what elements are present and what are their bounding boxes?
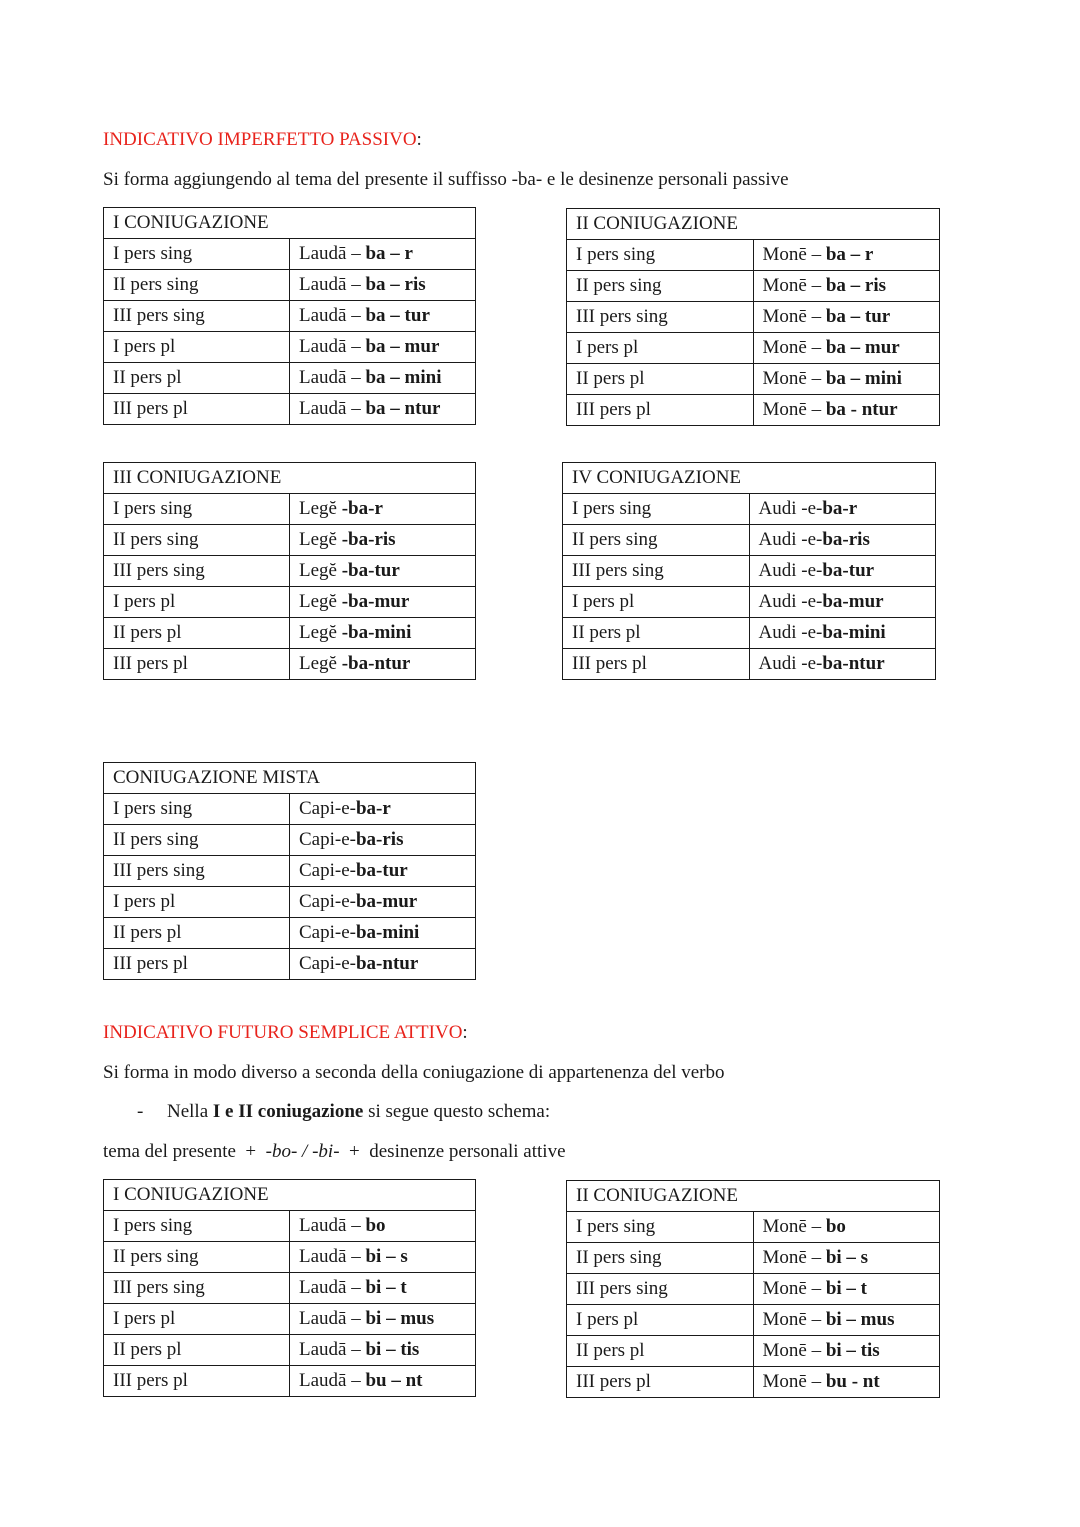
- verb-stem: Laudā –: [299, 1308, 366, 1329]
- verb-form-cell: [290, 525, 476, 556]
- person-cell: III pers sing: [104, 301, 290, 332]
- person-cell: I pers pl: [104, 332, 290, 363]
- verb-ending: ba – ris: [825, 275, 887, 296]
- verb-stem: Legĕ: [299, 560, 342, 581]
- verb-ending: ba – mini: [825, 368, 902, 389]
- verb-stem: Legĕ: [299, 498, 342, 519]
- verb-ending: ba-mini: [355, 922, 420, 943]
- schema-part-c: + desinenze personali attive: [339, 1141, 566, 1162]
- verb-stem: Monē –: [762, 1216, 826, 1237]
- verb-stem: Monē –: [762, 306, 826, 327]
- verb-form-cell: [749, 618, 936, 649]
- conjugation-table-futuro-2: [566, 1180, 940, 1398]
- verb-stem: Monē –: [762, 1278, 826, 1299]
- person-cell: II pers pl: [563, 618, 750, 649]
- section-title-text: INDICATIVO FUTURO SEMPLICE ATTIVO: [103, 1022, 463, 1043]
- person-cell: III pers pl: [563, 649, 750, 680]
- person-cell: III pers sing: [104, 856, 290, 887]
- verb-ending: ba-ntur: [822, 653, 885, 674]
- verb-form-cell: [753, 333, 940, 364]
- table-row: [104, 332, 476, 363]
- bullet-dash: -: [137, 1101, 144, 1122]
- verb-ending: ba-tur: [822, 560, 875, 581]
- person-cell: I pers sing: [567, 1212, 754, 1243]
- verb-form-cell: [290, 949, 476, 980]
- verb-ending: ba-ntur: [355, 953, 419, 974]
- verb-ending: -ba-mini: [341, 622, 412, 643]
- verb-ending: ba-ris: [822, 529, 870, 550]
- verb-form-cell: [753, 395, 940, 426]
- table-row: [563, 556, 936, 587]
- table-row: [104, 363, 476, 394]
- verb-ending: ba-mur: [822, 591, 884, 612]
- conjugation-table-imperfetto-1: [103, 207, 476, 425]
- verb-form-cell: [753, 240, 940, 271]
- table-row: [104, 949, 476, 980]
- table-row: [104, 1242, 476, 1273]
- table-row: [104, 1211, 476, 1242]
- verb-ending: bi – mus: [825, 1309, 895, 1330]
- verb-stem: Capi-e-: [299, 953, 356, 974]
- table-row: [104, 649, 476, 680]
- verb-form-cell: [290, 1335, 476, 1366]
- verb-ending: bi – tis: [825, 1340, 880, 1361]
- verb-form-cell: [290, 270, 476, 301]
- section-title-imperfetto: [103, 128, 422, 152]
- verb-stem: Laudā –: [299, 274, 366, 295]
- verb-ending: -ba-tur: [341, 560, 400, 581]
- person-cell: II pers pl: [104, 363, 290, 394]
- verb-stem: Legĕ: [299, 622, 342, 643]
- table-header: CONIUGAZIONE MISTA: [104, 763, 476, 794]
- table-row: [563, 649, 936, 680]
- verb-stem: Monē –: [762, 1309, 826, 1330]
- table-row: [563, 587, 936, 618]
- table-row: [104, 494, 476, 525]
- table-row: [563, 494, 936, 525]
- table-header-row: [567, 209, 940, 240]
- table-row: [563, 525, 936, 556]
- table-row: [104, 887, 476, 918]
- verb-form-cell: [290, 1211, 476, 1242]
- person-cell: II pers pl: [104, 1335, 290, 1366]
- person-cell: II pers sing: [104, 525, 290, 556]
- person-cell: I pers pl: [567, 1305, 754, 1336]
- person-cell: II pers pl: [104, 618, 290, 649]
- table-row: [567, 302, 940, 333]
- table-row: [567, 240, 940, 271]
- verb-stem: Capi-e-: [299, 860, 356, 881]
- bullet-item: [137, 1100, 550, 1124]
- table-row: [104, 918, 476, 949]
- table-header-row: [104, 208, 476, 239]
- verb-ending: bi – mus: [365, 1308, 435, 1329]
- verb-stem: Laudā –: [299, 1277, 366, 1298]
- person-cell: II pers sing: [104, 270, 290, 301]
- verb-form-cell: [290, 618, 476, 649]
- verb-ending: -ba-ris: [341, 529, 396, 550]
- table-row: [104, 1366, 476, 1397]
- person-cell: II pers sing: [567, 271, 754, 302]
- table-row: [104, 301, 476, 332]
- verb-form-cell: [290, 301, 476, 332]
- verb-form-cell: [753, 1212, 940, 1243]
- table-row: [567, 1212, 940, 1243]
- verb-stem: Laudā –: [299, 305, 366, 326]
- verb-stem: Audi -e-: [758, 529, 823, 550]
- verb-ending: ba-r: [822, 498, 858, 519]
- verb-ending: ba-mur: [355, 891, 418, 912]
- verb-stem: Audi -e-: [758, 622, 823, 643]
- person-cell: II pers pl: [567, 364, 754, 395]
- schema-part-a: tema del presente +: [103, 1141, 266, 1162]
- person-cell: I pers sing: [104, 239, 290, 270]
- table-row: [104, 394, 476, 425]
- verb-ending: ba – tur: [365, 305, 430, 326]
- person-cell: III pers pl: [567, 395, 754, 426]
- verb-form-cell: [290, 239, 476, 270]
- person-cell: I pers pl: [104, 1304, 290, 1335]
- table-row: [567, 333, 940, 364]
- table-row: [567, 395, 940, 426]
- verb-stem: Capi-e-: [299, 798, 356, 819]
- verb-stem: Audi -e-: [758, 591, 823, 612]
- table-row: [104, 794, 476, 825]
- table-row: [104, 525, 476, 556]
- table-row: [563, 618, 936, 649]
- verb-stem: Legĕ: [299, 653, 342, 674]
- verb-ending: ba – ris: [365, 274, 426, 295]
- verb-ending: bi – s: [825, 1247, 869, 1268]
- conjugation-table-imperfetto-4: [562, 462, 936, 680]
- verb-stem: Legĕ: [299, 529, 342, 550]
- table-row: [104, 587, 476, 618]
- verb-form-cell: [290, 856, 476, 887]
- person-cell: III pers sing: [104, 556, 290, 587]
- verb-ending: bu - nt: [825, 1371, 880, 1392]
- verb-form-cell: [290, 794, 476, 825]
- verb-ending: ba – mur: [825, 337, 900, 358]
- table-row: [104, 270, 476, 301]
- table-row: [104, 556, 476, 587]
- table-row: [567, 364, 940, 395]
- table-header: III CONIUGAZIONE: [104, 463, 476, 494]
- verb-form-cell: [753, 1243, 940, 1274]
- verb-form-cell: [753, 364, 940, 395]
- verb-stem: Monē –: [762, 1247, 826, 1268]
- verb-stem: Monē –: [762, 337, 826, 358]
- verb-form-cell: [753, 271, 940, 302]
- verb-ending: ba - ntur: [825, 399, 898, 420]
- verb-form-cell: [290, 1304, 476, 1335]
- verb-stem: Laudā –: [299, 243, 366, 264]
- table-row: [567, 271, 940, 302]
- verb-ending: ba-ris: [355, 829, 404, 850]
- table-header-row: [104, 463, 476, 494]
- verb-form-cell: [290, 556, 476, 587]
- schema-part-b: -bo- / -bi-: [265, 1141, 340, 1162]
- verb-stem: Laudā –: [299, 1215, 366, 1236]
- person-cell: II pers sing: [104, 1242, 290, 1273]
- table-row: [104, 825, 476, 856]
- section-description-futuro: Si forma in modo diverso a seconda della coniugazione di appartenenza del verbo: [103, 1062, 725, 1083]
- table-row: [567, 1243, 940, 1274]
- person-cell: III pers pl: [104, 394, 290, 425]
- verb-stem: Laudā –: [299, 1339, 366, 1360]
- person-cell: I pers pl: [563, 587, 750, 618]
- verb-stem: Capi-e-: [299, 829, 356, 850]
- person-cell: III pers pl: [104, 649, 290, 680]
- verb-stem: Laudā –: [299, 1246, 366, 1267]
- table-header: II CONIUGAZIONE: [567, 1181, 940, 1212]
- verb-stem: Monē –: [762, 1340, 826, 1361]
- conjugation-table-imperfetto-2: [566, 208, 940, 426]
- verb-form-cell: [749, 587, 936, 618]
- verb-ending: bo: [365, 1215, 386, 1236]
- verb-ending: bi – s: [365, 1246, 408, 1267]
- verb-form-cell: [753, 1367, 940, 1398]
- verb-stem: Laudā –: [299, 367, 366, 388]
- table-row: [104, 239, 476, 270]
- table-header-row: [104, 763, 476, 794]
- schema-line: [103, 1140, 566, 1164]
- person-cell: I pers sing: [104, 1211, 290, 1242]
- section-title-futuro: [103, 1021, 468, 1045]
- verb-ending: ba – mur: [365, 336, 440, 357]
- person-cell: III pers pl: [567, 1367, 754, 1398]
- table-header-row: [563, 463, 936, 494]
- verb-ending: -ba-ntur: [341, 653, 411, 674]
- person-cell: II pers pl: [104, 918, 290, 949]
- person-cell: I pers sing: [104, 494, 290, 525]
- verb-form-cell: [290, 825, 476, 856]
- verb-ending: -ba-mur: [341, 591, 410, 612]
- verb-stem: Laudā –: [299, 1370, 366, 1391]
- verb-ending: bi – t: [825, 1278, 868, 1299]
- verb-form-cell: [749, 525, 936, 556]
- person-cell: I pers pl: [567, 333, 754, 364]
- verb-form-cell: [290, 1366, 476, 1397]
- table-row: [104, 1304, 476, 1335]
- verb-stem: Laudā –: [299, 336, 366, 357]
- verb-form-cell: [753, 1274, 940, 1305]
- verb-form-cell: [290, 1242, 476, 1273]
- verb-form-cell: [749, 494, 936, 525]
- verb-stem: Monē –: [762, 275, 826, 296]
- verb-ending: ba – tur: [825, 306, 891, 327]
- person-cell: I pers pl: [104, 587, 290, 618]
- verb-form-cell: [290, 1273, 476, 1304]
- title-colon: :: [416, 129, 422, 150]
- verb-form-cell: [753, 1336, 940, 1367]
- conjugation-table-futuro-1: [103, 1179, 476, 1397]
- table-row: [567, 1274, 940, 1305]
- person-cell: III pers sing: [104, 1273, 290, 1304]
- person-cell: III pers sing: [567, 1274, 754, 1305]
- table-row: [104, 856, 476, 887]
- table-row: [567, 1305, 940, 1336]
- verb-form-cell: [749, 649, 936, 680]
- table-header: I CONIUGAZIONE: [104, 208, 476, 239]
- person-cell: II pers sing: [104, 825, 290, 856]
- verb-stem: Monē –: [762, 244, 826, 265]
- table-header: II CONIUGAZIONE: [567, 209, 940, 240]
- verb-ending: ba – mini: [365, 367, 442, 388]
- verb-stem: Audi -e-: [758, 498, 823, 519]
- bullet-text-bold: I e II coniugazione: [212, 1101, 364, 1122]
- table-header: I CONIUGAZIONE: [104, 1180, 476, 1211]
- verb-form-cell: [290, 394, 476, 425]
- person-cell: II pers sing: [567, 1243, 754, 1274]
- conjugation-table-imperfetto-3: [103, 462, 476, 680]
- verb-ending: ba – r: [365, 243, 413, 264]
- person-cell: II pers sing: [563, 525, 750, 556]
- section-title-text: INDICATIVO IMPERFETTO PASSIVO: [103, 129, 417, 150]
- verb-form-cell: [753, 1305, 940, 1336]
- verb-stem: Laudā –: [299, 398, 366, 419]
- verb-form-cell: [290, 918, 476, 949]
- verb-ending: -ba-r: [341, 498, 383, 519]
- verb-stem: Legĕ: [299, 591, 342, 612]
- table-row: [104, 1273, 476, 1304]
- person-cell: III pers pl: [104, 949, 290, 980]
- verb-ending: ba-tur: [355, 860, 408, 881]
- person-cell: I pers pl: [104, 887, 290, 918]
- verb-stem: Monē –: [762, 368, 826, 389]
- section-description-imperfetto: Si forma aggiungendo al tema del presente il suffisso -ba- e le desinenze personali passive: [103, 169, 789, 190]
- table-header-row: [567, 1181, 940, 1212]
- person-cell: III pers sing: [563, 556, 750, 587]
- verb-ending: bo: [825, 1216, 846, 1237]
- verb-form-cell: [290, 887, 476, 918]
- table-row: [104, 618, 476, 649]
- person-cell: III pers sing: [567, 302, 754, 333]
- conjugation-table-imperfetto-mista: [103, 762, 476, 980]
- table-header-row: [104, 1180, 476, 1211]
- verb-stem: Monē –: [762, 399, 826, 420]
- table-row: [567, 1367, 940, 1398]
- verb-ending: bu – nt: [365, 1370, 423, 1391]
- verb-stem: Capi-e-: [299, 891, 356, 912]
- verb-stem: Audi -e-: [758, 560, 823, 581]
- bullet-text-post: si segue questo schema:: [363, 1101, 551, 1122]
- title-colon: :: [462, 1022, 468, 1043]
- verb-ending: ba-r: [355, 798, 391, 819]
- verb-ending: ba – r: [825, 244, 874, 265]
- person-cell: II pers pl: [567, 1336, 754, 1367]
- bullet-text-pre: Nella: [167, 1101, 213, 1122]
- person-cell: I pers sing: [104, 794, 290, 825]
- verb-form-cell: [749, 556, 936, 587]
- person-cell: I pers sing: [567, 240, 754, 271]
- verb-stem: Audi -e-: [758, 653, 823, 674]
- verb-form-cell: [290, 363, 476, 394]
- table-header: IV CONIUGAZIONE: [563, 463, 936, 494]
- table-row: [104, 1335, 476, 1366]
- verb-ending: ba – ntur: [365, 398, 441, 419]
- verb-form-cell: [290, 649, 476, 680]
- verb-stem: Capi-e-: [299, 922, 356, 943]
- verb-ending: ba-mini: [822, 622, 886, 643]
- verb-form-cell: [753, 302, 940, 333]
- verb-form-cell: [290, 332, 476, 363]
- person-cell: III pers pl: [104, 1366, 290, 1397]
- verb-ending: bi – tis: [365, 1339, 420, 1360]
- verb-stem: Monē –: [762, 1371, 826, 1392]
- table-row: [567, 1336, 940, 1367]
- verb-form-cell: [290, 494, 476, 525]
- person-cell: I pers sing: [563, 494, 750, 525]
- verb-ending: bi – t: [365, 1277, 407, 1298]
- verb-form-cell: [290, 587, 476, 618]
